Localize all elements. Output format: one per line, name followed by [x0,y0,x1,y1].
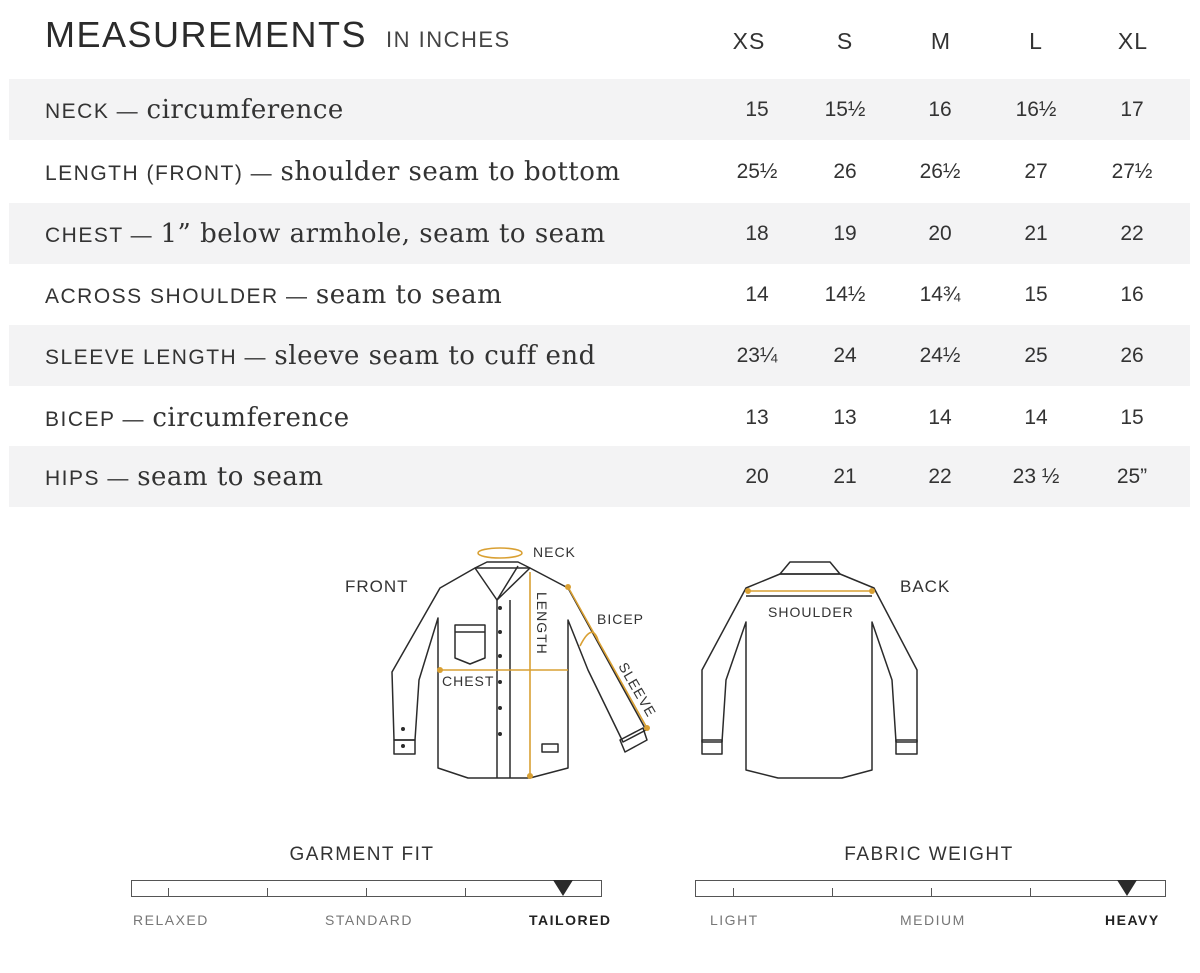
table-row-sleeve [9,325,1190,386]
back-label: BACK [900,577,951,596]
bicep-label: BICEP [597,611,645,627]
scale-tick [931,888,932,896]
row-label: BICEP — circumference [45,402,350,433]
row-label: LENGTH (FRONT) — shoulder seam to bottom [45,156,621,187]
table-cell: 25 [1024,343,1048,367]
garment-fit-marker [553,880,573,896]
row-label: CHEST — 1” below armhole, seam to seam [45,218,606,249]
garment-fit-bar [131,880,602,897]
table-cell: 27 [1024,159,1048,183]
size-header-xs: XS [732,28,766,54]
weight-label-heavy: HEAVY [1105,912,1160,928]
table-cell: 15 [1024,282,1048,306]
scale-tick [168,888,169,896]
table-cell: 24 [833,343,857,367]
fabric-weight-marker [1117,880,1137,896]
table-cell: 26 [1120,343,1144,367]
table-cell: 15½ [824,97,866,121]
table-cell: 16 [1120,282,1144,306]
table-cell: 17 [1120,97,1144,121]
table-row-length [9,141,1190,202]
table-cell: 27½ [1111,159,1153,183]
table-cell: 14 [745,282,769,306]
table-cell: 15 [1120,405,1144,429]
row-label: SLEEVE LENGTH — sleeve seam to cuff end [45,340,596,371]
table-cell: 25” [1116,464,1148,488]
scale-tick [733,888,734,896]
size-header-s: S [836,28,854,54]
weight-label-medium: MEDIUM [900,912,966,928]
fit-label-tailored: TAILORED [529,912,612,928]
table-cell: 16 [928,97,952,121]
garment-fit-title: GARMENT FIT [289,844,435,865]
table-cell: 22 [928,464,952,488]
table-cell: 16½ [1015,97,1057,121]
size-header-l: L [1029,28,1043,54]
table-cell: 21 [833,464,857,488]
neck-measure-icon [478,548,522,558]
table-cell: 26 [833,159,857,183]
table-row-chest [9,203,1190,264]
size-header-m: M [930,28,952,54]
chart-title: MEASUREMENTS [45,14,368,55]
table-cell: 23¼ [736,343,778,367]
table-cell: 21 [1024,221,1048,245]
scale-tick [366,888,367,896]
table-cell: 14 [928,405,952,429]
chest-label: CHEST [442,673,495,689]
table-cell: 23 ½ [1012,464,1060,488]
scale-tick [1030,888,1031,896]
scale-tick [267,888,268,896]
table-row-hips [9,446,1190,507]
table-cell: 14¾ [919,282,961,306]
table-cell: 14½ [824,282,866,306]
weight-label-light: LIGHT [710,912,759,928]
fit-label-standard: STANDARD [325,912,413,928]
sleeve-measure-line [568,587,647,728]
sleeve-label: SLEEVE [615,659,660,720]
fit-label-relaxed: RELAXED [133,912,209,928]
unit-subtitle: IN INCHES [386,27,511,52]
neck-label: NECK [533,544,576,560]
table-cell: 20 [745,464,769,488]
table-row-neck [9,79,1190,140]
table-row-shoulder [9,264,1190,325]
table-cell: 15 [745,97,769,121]
shoulder-label: SHOULDER [768,604,854,620]
table-cell: 26½ [919,159,961,183]
shirt-diagram [340,538,960,788]
row-label: ACROSS SHOULDER — seam to seam [45,279,503,310]
table-row-bicep [9,387,1190,448]
fabric-weight-title: FABRIC WEIGHT [844,844,1014,865]
table-cell: 24½ [919,343,961,367]
table-cell: 19 [833,221,857,245]
length-label: LENGTH [534,592,550,655]
row-label: NECK — circumference [45,94,344,125]
scale-tick [465,888,466,896]
row-label: HIPS — seam to seam [45,461,324,492]
table-cell: 13 [745,405,769,429]
table-cell: 13 [833,405,857,429]
table-cell: 18 [745,221,769,245]
table-cell: 14 [1024,405,1048,429]
table-cell: 22 [1120,221,1144,245]
scale-tick [832,888,833,896]
back-shirt-outline [702,562,917,778]
size-header-xl: XL [1117,28,1149,54]
front-label: FRONT [345,577,409,596]
fabric-weight-bar [695,880,1166,897]
table-cell: 20 [928,221,952,245]
table-cell: 25½ [736,159,778,183]
